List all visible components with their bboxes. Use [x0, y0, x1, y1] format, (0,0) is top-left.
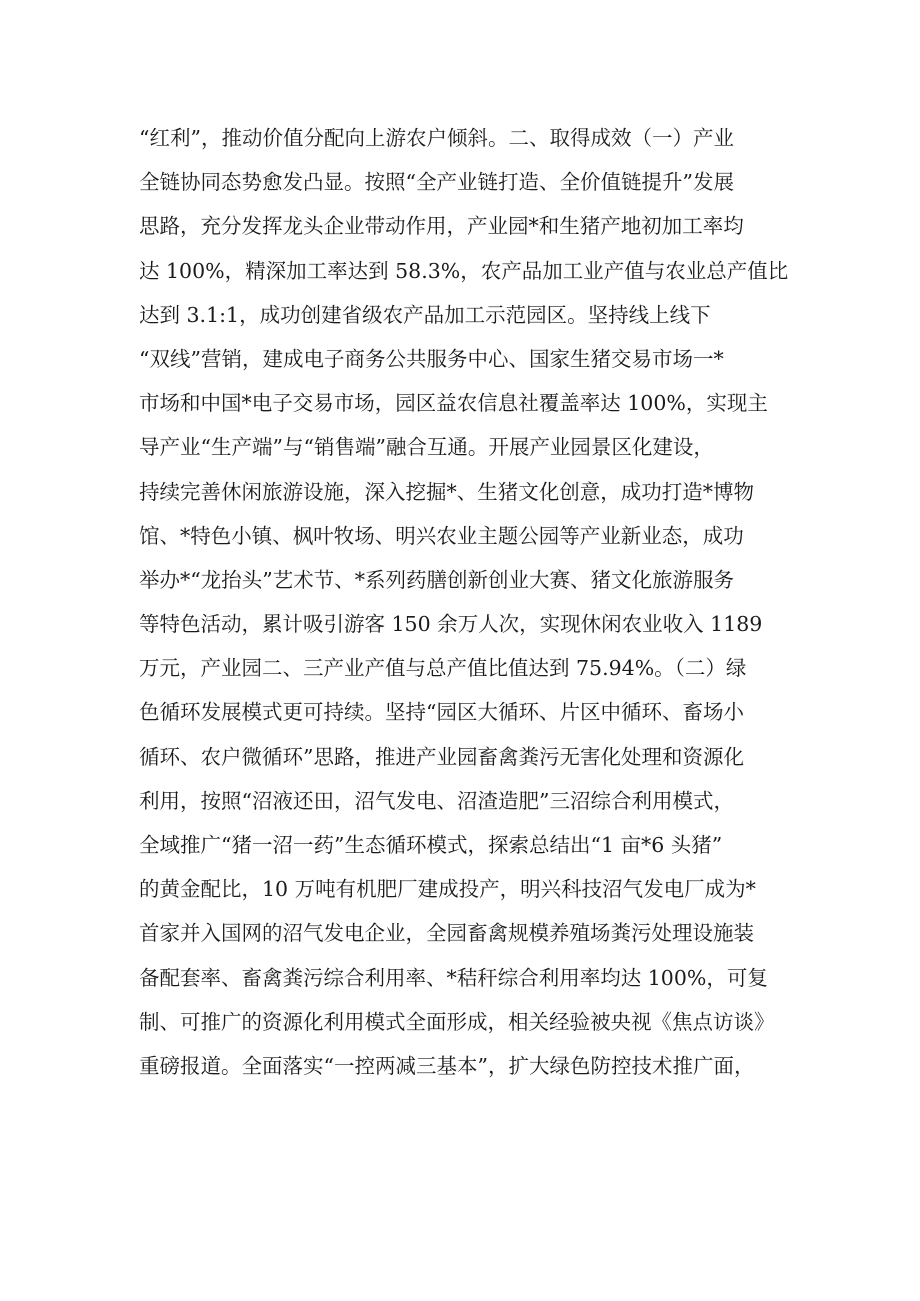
- text-line: “双线”营销，建成电子商务公共服务中心、国家生猪交易市场一*: [139, 346, 724, 371]
- text-line: 利用，按照“沼液还田，沼气发电、沼渣造肥”三沼综合利用模式，: [139, 788, 734, 813]
- text-line: 持续完善休闲旅游设施，深入挖掘*、生猪文化创意，成功打造*博物: [139, 479, 754, 504]
- text-line: 等特色活动，累计吸引游客 150 余万人次，实现休闲农业收入 1189: [139, 612, 763, 637]
- text-line: “红利”，推动价值分配向上游农户倾斜。二、取得成效（一）产业: [139, 126, 734, 150]
- text-line: 色循环发展模式更可持续。坚持“园区大循环、片区中循环、畜场小: [139, 700, 744, 725]
- text-line: 举办*“龙抬头”艺术节、*系列药膳创新创业大赛、猪文化旅游服务: [139, 567, 734, 592]
- text-line: 制、可推广的资源化利用模式全面形成，相关经验被央视《焦点访谈》: [139, 1009, 775, 1034]
- text-line: 万元，产业园二、三产业产值与总产值比值达到 75.94%。（二）绿: [139, 656, 747, 681]
- text-line: 循环、农户微循环”思路，推进产业园畜禽粪污无害化处理和资源化: [139, 744, 744, 769]
- text-line: 首家并入国网的沼气发电企业，全园畜禽规模养殖场粪污处理设施装: [139, 921, 754, 946]
- text-line: 导产业“生产端”与“销售端”融合互通。开展产业园景区化建设，: [139, 435, 714, 460]
- text-line: 达 100%，精深加工率达到 58.3%，农产品加工业产值与农业总产值比: [139, 258, 789, 283]
- text-line: 市场和中国*电子交易市场，园区益农信息社覆盖率达 100%，实现主: [139, 391, 768, 416]
- text-line: 思路，充分发挥龙头企业带动作用，产业园*和生猪产地初加工率均: [139, 214, 744, 239]
- text-line: 达到 3.1:1，成功创建省级农产品加工示范园区。坚持线上线下: [139, 302, 711, 327]
- text-line: 的黄金配比，10 万吨有机肥厂建成投产，明兴科技沼气发电厂成为*: [139, 877, 756, 902]
- body-paragraph: [139, 116, 799, 1088]
- text-line: 全链协同态势愈发凸显。按照“全产业链打造、全价值链提升”发展: [139, 170, 734, 195]
- text-line: 备配套率、畜禽粪污综合利用率、*秸秆综合利用率均达 100%，可复: [139, 965, 768, 990]
- text-line: 全域推广“猪一沼一药”生态循环模式，探索总结出“1 亩*6 头猪”: [139, 833, 723, 857]
- text-line: 馆、*特色小镇、枫叶牧场、明兴农业主题公园等产业新业态，成功: [139, 523, 744, 548]
- text-line: 重磅报道。全面落实“一控两减三基本”，扩大绿色防控技术推广面，: [139, 1053, 755, 1078]
